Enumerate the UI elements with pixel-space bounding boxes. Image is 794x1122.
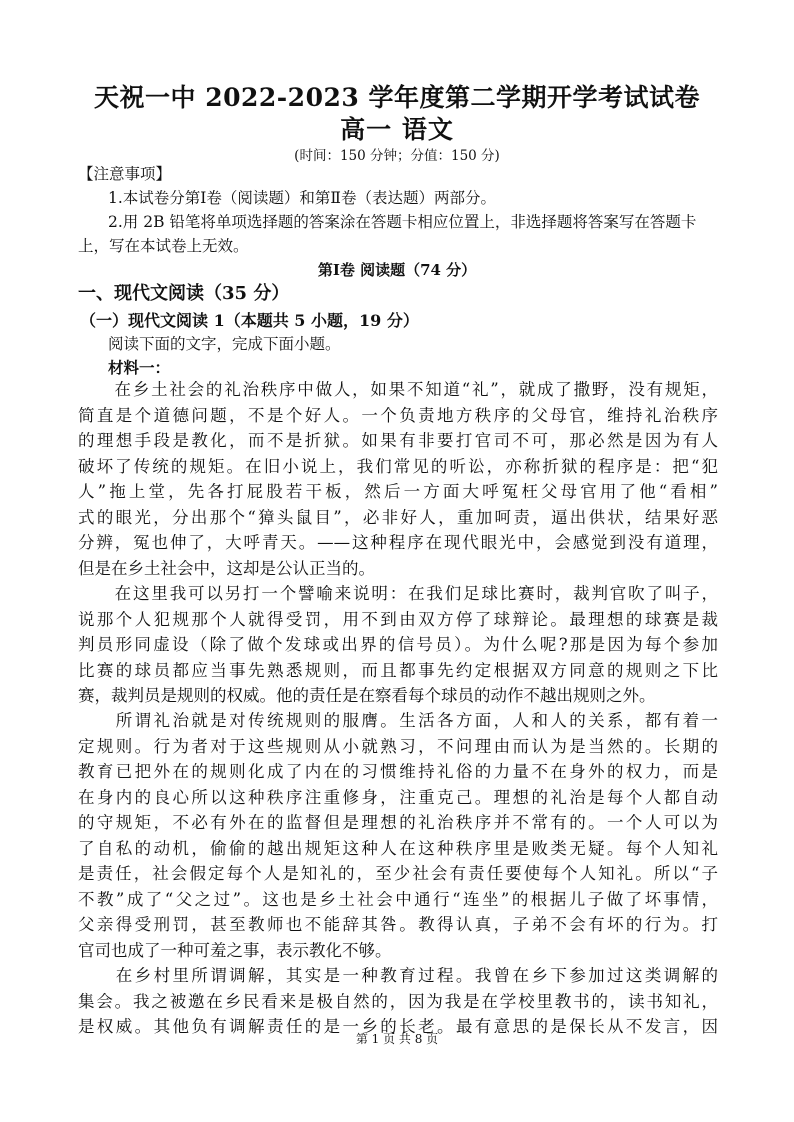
passage-line: 的理想手段是教化，而不是折狱。如果有非要打官司不可，那必然是因为有人 xyxy=(78,431,718,450)
subsection-heading: （一）现代文阅读 1（本题共 5 小题，19 分） xyxy=(80,311,419,330)
passage-line: 在乡土社会的礼治秩序中做人，如果不知道“礼”，就成了撒野，没有规矩， xyxy=(78,380,718,399)
passage-line: 赛，裁判员是规则的权威。他的责任是在察看每个球员的动作不越出规则之外。 xyxy=(78,686,656,705)
passage-paragraph-2 xyxy=(78,581,718,709)
passage-line: 的守规矩，不必有外在的监督但是理想的礼治秩序并不常有的。一个人可以为 xyxy=(78,813,718,832)
passage-line: 了自私的动机，偷偷的越出规矩这种人在这种秩序里是败类无疑。每个人知礼 xyxy=(78,838,718,858)
passage-line: 教育已把外在的规则化成了内在的习惯维持礼俗的力量不在身外的权力，而是 xyxy=(78,762,718,781)
passage-paragraph-3 xyxy=(78,708,718,963)
passage-line: 说那个人犯规那个人就得受罚，用不到由双方停了球辩论。最理想的球赛是裁 xyxy=(78,609,718,629)
exam-title: 天祝一中 2022-2023 学年度第二学期开学考试试卷 xyxy=(94,83,700,112)
passage-line: 人”拖上堂，先各打屁股若干板，然后一方面大呼冤枉父母官用了他“看相” xyxy=(78,482,718,501)
passage-line: 定规则。行为者对于这些规则从小就熟习，不问理由而认为是当然的。长期的 xyxy=(78,736,718,756)
subject-title: 高一 语文 xyxy=(340,115,454,144)
passage-line: 集会。我之被邀在乡民看来是极自然的，因为我是在学校里教书的，读书知礼， xyxy=(78,991,718,1011)
passage-line: 但是在乡土社会中，这却是公认正当的。 xyxy=(78,558,375,578)
passage-line: 官司也成了一种可羞之事，表示教化不够。 xyxy=(78,940,392,960)
page-footer: 第 1 页 共 8 页 xyxy=(355,1032,439,1046)
passage-line: 所谓礼治就是对传统规则的服膺。生活各方面，人和人的关系，都有着一 xyxy=(78,711,718,730)
part-1-heading: 第Ⅰ卷 阅读题（74 分） xyxy=(317,261,477,279)
notice-heading: 【注意事项】 xyxy=(78,165,172,183)
passage-paragraph-1 xyxy=(78,377,718,581)
passage-line: 是权威。其他负有调解责任的是一乡的长老。最有意思的是保长从不发言，因 xyxy=(78,1017,718,1036)
passage-line: 比赛的球员都应当事先熟悉规则，而且都事先约定根据双方同意的规则之下比 xyxy=(78,660,718,680)
passage-line: 分辨，冤也伸了，大呼青天。——这种程序在现代眼光中，会感觉到没有道理， xyxy=(78,533,718,552)
time-score-info: (时间：150 分钟；分值：150 分) xyxy=(294,148,500,164)
passage-line: 在乡村里所谓调解，其实是一种教育过程。我曾在乡下参加过这类调解的 xyxy=(78,966,718,985)
passage-line: 父亲得受刑罚，甚至教师也不能辞其咎。教得认真，子弟不会有坏的行为。打 xyxy=(78,915,718,934)
notice-item-2-line-2: 上，写在本试卷上无效。 xyxy=(78,237,249,255)
passage-line: 式的眼光，分出那个“獐头鼠目”，必非好人，重加呵责，逼出供状，结果好恶 xyxy=(78,507,718,527)
passage-line: 在这里我可以另打一个譬喻来说明：在我们足球比赛时，裁判官吹了叫子， xyxy=(78,584,718,603)
passage-line: 在身内的良心所以这种秩序注重修身，注重克己。理想的礼治是每个人都自动 xyxy=(78,787,718,807)
passage-line: 不教”成了“父之过”。这也是乡土社会中通行“连坐”的根据儿子做了坏事情， xyxy=(78,889,718,909)
material-label: 材料一： xyxy=(108,358,171,377)
passage-line: 简直是个道德问题，不是个好人。一个负责地方秩序的父母官，维持礼治秩序 xyxy=(78,405,718,425)
section-heading: 一、现代文阅读（35 分） xyxy=(78,283,290,304)
passage-line: 判员形同虚设（除了做个发球或出界的信号员）。为什么呢?那是因为每个参加 xyxy=(78,635,718,654)
passage-paragraph-4 xyxy=(78,963,718,1040)
notice-item-1: 1.本试卷分第Ⅰ卷（阅读题）和第Ⅱ卷（表达题）两部分。 xyxy=(108,189,496,207)
notice-item-2-line-1: 2.用 2B 铅笔将单项选择题的答案涂在答题卡相应位置上，非选择题将答案写在答题卡 xyxy=(108,213,697,231)
reading-instruction: 阅读下面的文字，完成下面小题。 xyxy=(108,335,341,353)
passage-line: 是责任，社会假定每个人是知礼的，至少社会有责任要使每个人知礼。所以“子 xyxy=(78,864,718,883)
passage-line: 破坏了传统的规矩。在旧小说上，我们常见的听讼，亦称折狱的程序是：把“犯 xyxy=(78,456,718,476)
